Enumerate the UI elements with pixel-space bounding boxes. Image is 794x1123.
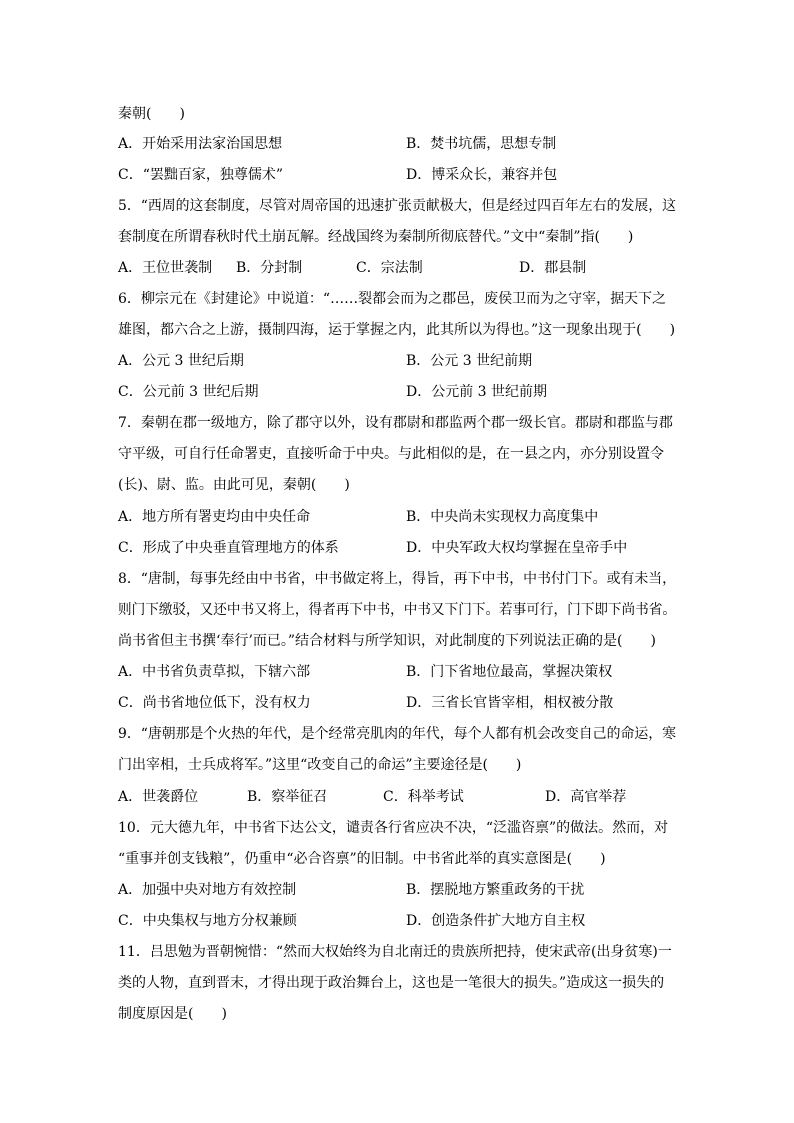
q10-stem-line-2: “重事并创支钱粮”，仍重申“必合咨禀”的旧制。中书省此举的真实意图是( ) xyxy=(118,851,606,867)
q6-stem-line-2: 雄图，都六合之上游，摄制四海，运于掌握之内，此其所以为得也。”这一现象出现于( ) xyxy=(118,322,676,338)
q4-option-b: B．焚书坑儒，思想专制 xyxy=(406,136,557,152)
q9-option-c: C．科举考试 xyxy=(383,789,464,805)
q10-stem-line-1: 10．元大德九年，中书省下达公文，谴责各行省应决不决，“泛滥咨禀”的做法。然而，对 xyxy=(118,820,669,836)
q8-option-d: D．三省长官皆宰相，相权被分散 xyxy=(406,695,614,711)
q9-option-b: B．察举征召 xyxy=(247,789,328,805)
q10-option-c: C．中央集权与地方分权兼顾 xyxy=(118,913,297,929)
q10-option-d: D．创造条件扩大地方自主权 xyxy=(406,913,586,929)
q11-stem-line-3: 制度原因是( ) xyxy=(118,1006,227,1022)
q11-stem-line-2: 类的人物，直到晋末，才得出现于政治舞台上，这也是一笔很大的损失。”造成这一损失的 xyxy=(118,975,665,991)
q6-option-a: A．公元 3 世纪后期 xyxy=(118,353,244,369)
q7-option-c: C．形成了中央垂直管理地方的体系 xyxy=(118,540,339,556)
q7-option-d: D．中央军政大权均掌握在皇帝手中 xyxy=(406,540,628,556)
q4-stem-tail: 秦朝( ) xyxy=(118,106,185,122)
q8-stem-line-2: 则门下缴驳，又还中书又将上，得者再下中书，中书又下门下。若事可行，门下即下尚书省。 xyxy=(118,602,676,618)
q7-option-b: B．中央尚未实现权力高度集中 xyxy=(406,509,599,525)
q5-option-c: C．宗法制 xyxy=(356,260,423,276)
q5-option-b: B．分封制 xyxy=(236,260,303,276)
q8-option-a: A．中书省负责草拟，下辖六部 xyxy=(118,664,311,680)
q8-option-c: C．尚书省地位低下，没有权力 xyxy=(118,695,311,711)
q6-option-b: B．公元 3 世纪前期 xyxy=(406,353,533,369)
q8-stem-line-3: 尚书省但主书撰‘奉行’而已。”结合材料与所学知识，对此制度的下列说法正确的是( ) xyxy=(118,633,656,649)
q6-stem-line-1: 6．柳宗元在《封建论》中说道：“……裂都会而为之郡邑，废侯卫而为之守宰，据天下之 xyxy=(118,291,667,307)
q6-option-d: D．公元前 3 世纪前期 xyxy=(406,384,548,400)
q6-option-c: C．公元前 3 世纪后期 xyxy=(118,384,259,400)
q5-stem-line-1: 5．“西周的这套制度，尽管对周帝国的迅速扩张贡献极大，但是经过四百年左右的发展，这 xyxy=(118,198,677,214)
q9-stem-line-2: 门出宰相，士兵成将军。”这里“改变自己的命运”主要途径是( ) xyxy=(118,757,522,773)
q11-stem-line-1: 11．吕思勉为晋朝惋惜：“然而大权始终为自北南迁的贵族所把持，使宋武帝(出身贫寒)一 xyxy=(118,944,672,960)
q5-option-d: D．郡县制 xyxy=(519,260,587,276)
q9-option-a: A．世袭爵位 xyxy=(118,789,199,805)
q10-option-b: B．摆脱地方繁重政务的干扰 xyxy=(406,882,585,898)
q7-stem-line-3: (长)、尉、监。由此可见，秦朝( ) xyxy=(118,477,350,493)
q4-option-a: A．开始采用法家治国思想 xyxy=(118,136,283,152)
q7-option-a: A．地方所有署吏均由中央任命 xyxy=(118,509,311,525)
q8-stem-line-1: 8．“唐制，每事先经由中书省，中书做定将上，得旨，再下中书，中书付门下。或有未当， xyxy=(118,571,677,587)
q9-option-d: D．高官举荐 xyxy=(545,789,627,805)
q7-stem-line-1: 7．秦朝在郡一级地方，除了郡守以外，设有郡尉和郡监两个郡一级长官。郡尉和郡监与郡 xyxy=(118,415,673,431)
q4-option-d: D．博采众长，兼容并包 xyxy=(406,167,558,183)
q9-stem-line-1: 9．“唐朝那是个火热的年代，是个经常亮肌肉的年代，每个人都有机会改变自己的命运，寒 xyxy=(118,726,677,742)
q10-option-a: A．加强中央对地方有效控制 xyxy=(118,882,297,898)
q8-option-b: B．门下省地位最高，掌握决策权 xyxy=(406,664,613,680)
q5-stem-line-2: 套制度在所谓春秋时代土崩瓦解。经战国终为秦制所彻底替代。”文中“秦制”指( ) xyxy=(118,229,634,245)
q5-option-a: A．王位世袭制 xyxy=(118,260,213,276)
q7-stem-line-2: 守平级，可自行任命署吏，直接听命于中央。与此相似的是，在一县之内，亦分别设置令 xyxy=(118,446,664,462)
q4-option-c: C．“罢黜百家，独尊儒术” xyxy=(118,167,284,183)
